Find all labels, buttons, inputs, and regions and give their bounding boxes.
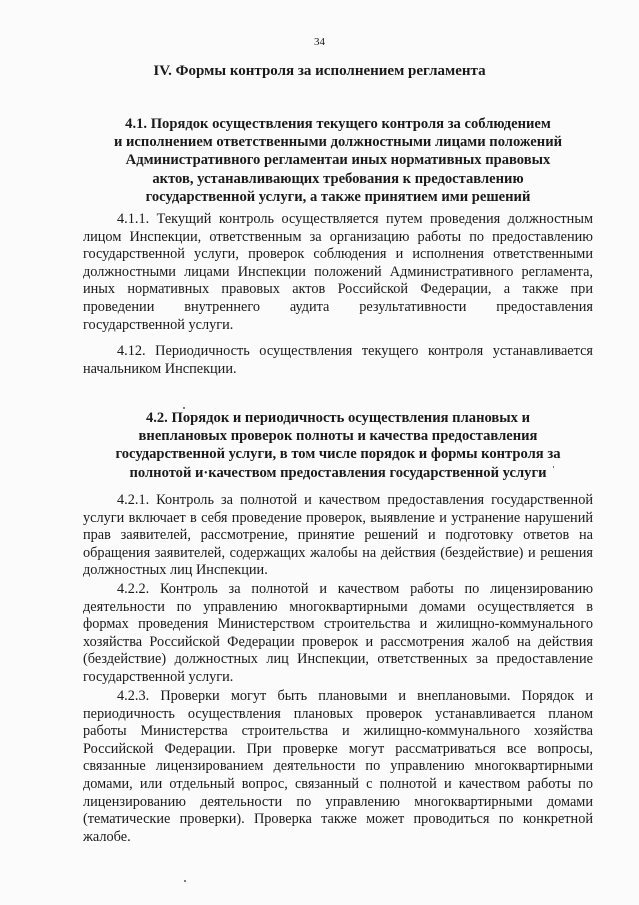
- paragraph-4-2-1: 4.2.1. Контроль за полнотой и качеством предоставления государственной услуги включает в себя проведение проверок, выявление и устранение нарушений прав заявителей, рассмотрение, принятие решений и подготовку ответов на обращения заявителей, содержащих жалобы на действия (бездействие) и решения должностных лиц Инспекции.: [83, 492, 593, 579]
- heading-line: государственной услуги, в том числе порядок и формы контроля за: [115, 446, 561, 463]
- heading-line: 4.1. Порядок осуществления текущего контроля за соблюдением: [125, 116, 551, 132]
- heading-line: и исполнением ответственными должностными лицами положений: [113, 134, 563, 151]
- chapter-title: IV. Формы контроля за исполнением регламента: [153, 63, 486, 79]
- section-4-1-heading: [78, 115, 598, 206]
- heading-line: государственной услуги, а также принятием ими решений: [145, 188, 531, 205]
- scan-speck: [553, 466, 554, 468]
- heading-line: внеплановых проверок полноты и качества предоставления: [138, 428, 538, 445]
- heading-line: 4.2. Порядок и периодичность осуществления плановых и: [145, 410, 531, 426]
- paragraph-4-2-2: 4.2.2. Контроль за полнотой и качеством работы по лицензированию деятельности по управлению многоквартирными домами осуществляется в формах проведения Министерством строительства и жилищно-коммунального хозяйства Российской Федерации проверок и рассмотрения жалоб на действия (бездействие) должностных лиц Инспекции, ответственных за предоставление государственной услуги.: [83, 581, 593, 685]
- heading-line: полнотой и·качеством предоставления государственной услуги: [129, 464, 547, 481]
- paragraph-4-2-3: 4.2.3. Проверки могут быть плановыми и внеплановыми. Порядок и периодичность осуществления плановых проверок устанавливается планом работы Министерства строительства и жилищно-коммунального хозяйства Российской Федерации. При проверке могут рассматриваться все вопросы, связанные лицензированием деятельности по управлению многоквартирными домами, или отдельный вопрос, связанный с полнотой и качеством работы по лицензированию деятельности по управлению многоквартирными домами (тематические проверки). Проверка также может проводиться по конкретной жалобе.: [83, 688, 593, 845]
- heading-line: Административного регламентаи иных нормативных правовых: [125, 152, 551, 169]
- paragraph-4-1-1: 4.1.1. Текущий контроль осуществляется путем проведения должностным лицом Инспекции, ответственным за организацию работы по предоставлению государственной услуги, проверок соблюдения и исполнения ответственными должностными лицами Инспекции положений Административного регламента, иных нормативных правовых актов Российской Федерации, а также при проведении внутреннего аудита результативности предоставления государственной услуги.: [83, 211, 593, 333]
- page-number: 34: [314, 36, 325, 48]
- paragraph-4-1-2: 4.12. Периодичность осуществления текущего контроля устанавливается начальником Инспекции.: [83, 343, 593, 377]
- heading-line: актов, устанавливающих требования к предоставлению: [152, 170, 524, 187]
- scan-speck: [184, 880, 186, 882]
- section-4-2-heading: [78, 409, 598, 482]
